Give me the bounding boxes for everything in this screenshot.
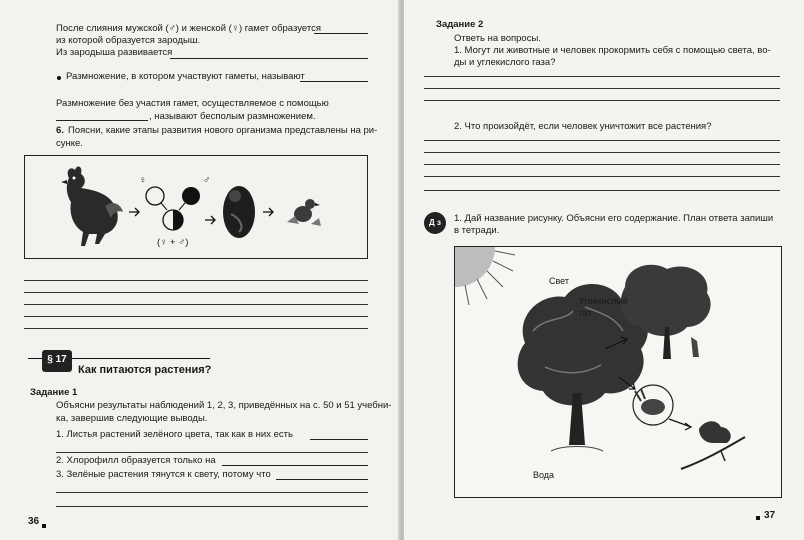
male-symbol: ♂ — [203, 175, 211, 186]
text-line: Размножение, в котором участвуют гаметы, называют — [66, 71, 305, 82]
answer-blank[interactable] — [222, 465, 368, 466]
answer-blank[interactable] — [310, 439, 368, 440]
female-symbol: ♀ — [139, 175, 147, 186]
answer-blank[interactable] — [314, 33, 368, 34]
development-figure — [24, 155, 368, 259]
task-text: Объясни результаты наблюдений 1, 2, 3, приведённых на с. 50 и 51 учебни- — [56, 400, 392, 411]
task-title: Задание 1 — [30, 387, 78, 398]
task-text: ка, завершив следующие выводы. — [56, 413, 208, 424]
task-item: 2. Хлорофилл образуется только на — [56, 455, 216, 466]
co2-label-line2: газ — [579, 308, 592, 318]
section-title: Как питаются растения? — [78, 364, 212, 376]
text-line: , называют бесполым размножением. — [149, 111, 316, 122]
zygote-formula: (♀ + ♂) — [157, 237, 189, 248]
answer-line[interactable] — [24, 316, 368, 317]
text-line: После слияния мужской (♂) и женской (♀) гамет образуется — [56, 23, 321, 34]
co2-label: Углекислый — [579, 296, 628, 306]
page-number: 36 — [28, 516, 40, 527]
answer-line[interactable] — [24, 304, 368, 305]
answer-line[interactable] — [424, 88, 780, 89]
light-label: Свет — [549, 276, 570, 286]
water-label: Вода — [533, 470, 555, 480]
answer-line[interactable] — [24, 292, 368, 293]
page-number: 37 — [764, 510, 776, 521]
right-page — [404, 0, 804, 540]
task-item: 1. Листья растений зелёного цвета, так как в них есть — [56, 429, 293, 440]
question-number: 6. — [56, 125, 64, 136]
answer-line[interactable] — [424, 140, 780, 141]
task-text: Ответь на вопросы. — [454, 33, 541, 44]
answer-blank[interactable] — [170, 58, 368, 59]
homework-badge: Д з — [424, 212, 446, 234]
page-marker — [42, 524, 46, 528]
photosynthesis-figure — [454, 246, 782, 498]
answer-line[interactable] — [424, 76, 780, 77]
page-marker — [756, 516, 760, 520]
answer-line[interactable] — [24, 280, 368, 281]
task-text: в тетради. — [454, 225, 500, 236]
text-line: Из зародыша развивается — [56, 47, 173, 58]
question-text: 2. Что произойдёт, если человек уничтожит все растения? — [454, 121, 712, 132]
left-page — [0, 0, 400, 540]
bullet-icon — [57, 76, 61, 80]
photosynthesis-illustration — [455, 247, 781, 497]
answer-line[interactable] — [56, 452, 368, 453]
answer-line[interactable] — [424, 176, 780, 177]
answer-blank[interactable] — [300, 81, 368, 82]
question-text: Поясни, какие этапы развития нового организма представлены на ри- — [68, 125, 378, 136]
bird-icon — [681, 421, 745, 469]
task-text: 1. Дай название рисунку. Объясни его содержание. План ответа запиши — [454, 213, 774, 224]
answer-line[interactable] — [24, 328, 368, 329]
question-text: сунке. — [56, 138, 83, 149]
answer-line[interactable] — [424, 164, 780, 165]
answer-line[interactable] — [56, 506, 368, 507]
text-line: Размножение без участия гамет, осуществляемое с помощью — [56, 98, 329, 109]
answer-line[interactable] — [424, 152, 780, 153]
text-line: из которой образуется зародыш. — [56, 35, 201, 46]
development-illustration — [25, 156, 367, 258]
answer-blank[interactable] — [56, 120, 148, 121]
embryo-icon — [223, 186, 255, 238]
answer-line[interactable] — [56, 492, 368, 493]
rooster-icon — [61, 167, 123, 246]
sun-icon — [455, 247, 515, 305]
answer-line[interactable] — [424, 190, 780, 191]
task-item: 3. Зелёные растения тянутся к свету, потому что — [56, 469, 271, 480]
hare-icon — [633, 385, 673, 425]
question-text: 1. Могут ли животные и человек прокормить себя с помощью света, во- — [454, 45, 771, 56]
question-text: ды и углекислого газа? — [454, 57, 556, 68]
section-badge: § 17 — [42, 350, 72, 372]
answer-line[interactable] — [424, 100, 780, 101]
answer-blank[interactable] — [276, 479, 368, 480]
chick-icon — [287, 199, 321, 226]
task-title: Задание 2 — [436, 19, 484, 30]
